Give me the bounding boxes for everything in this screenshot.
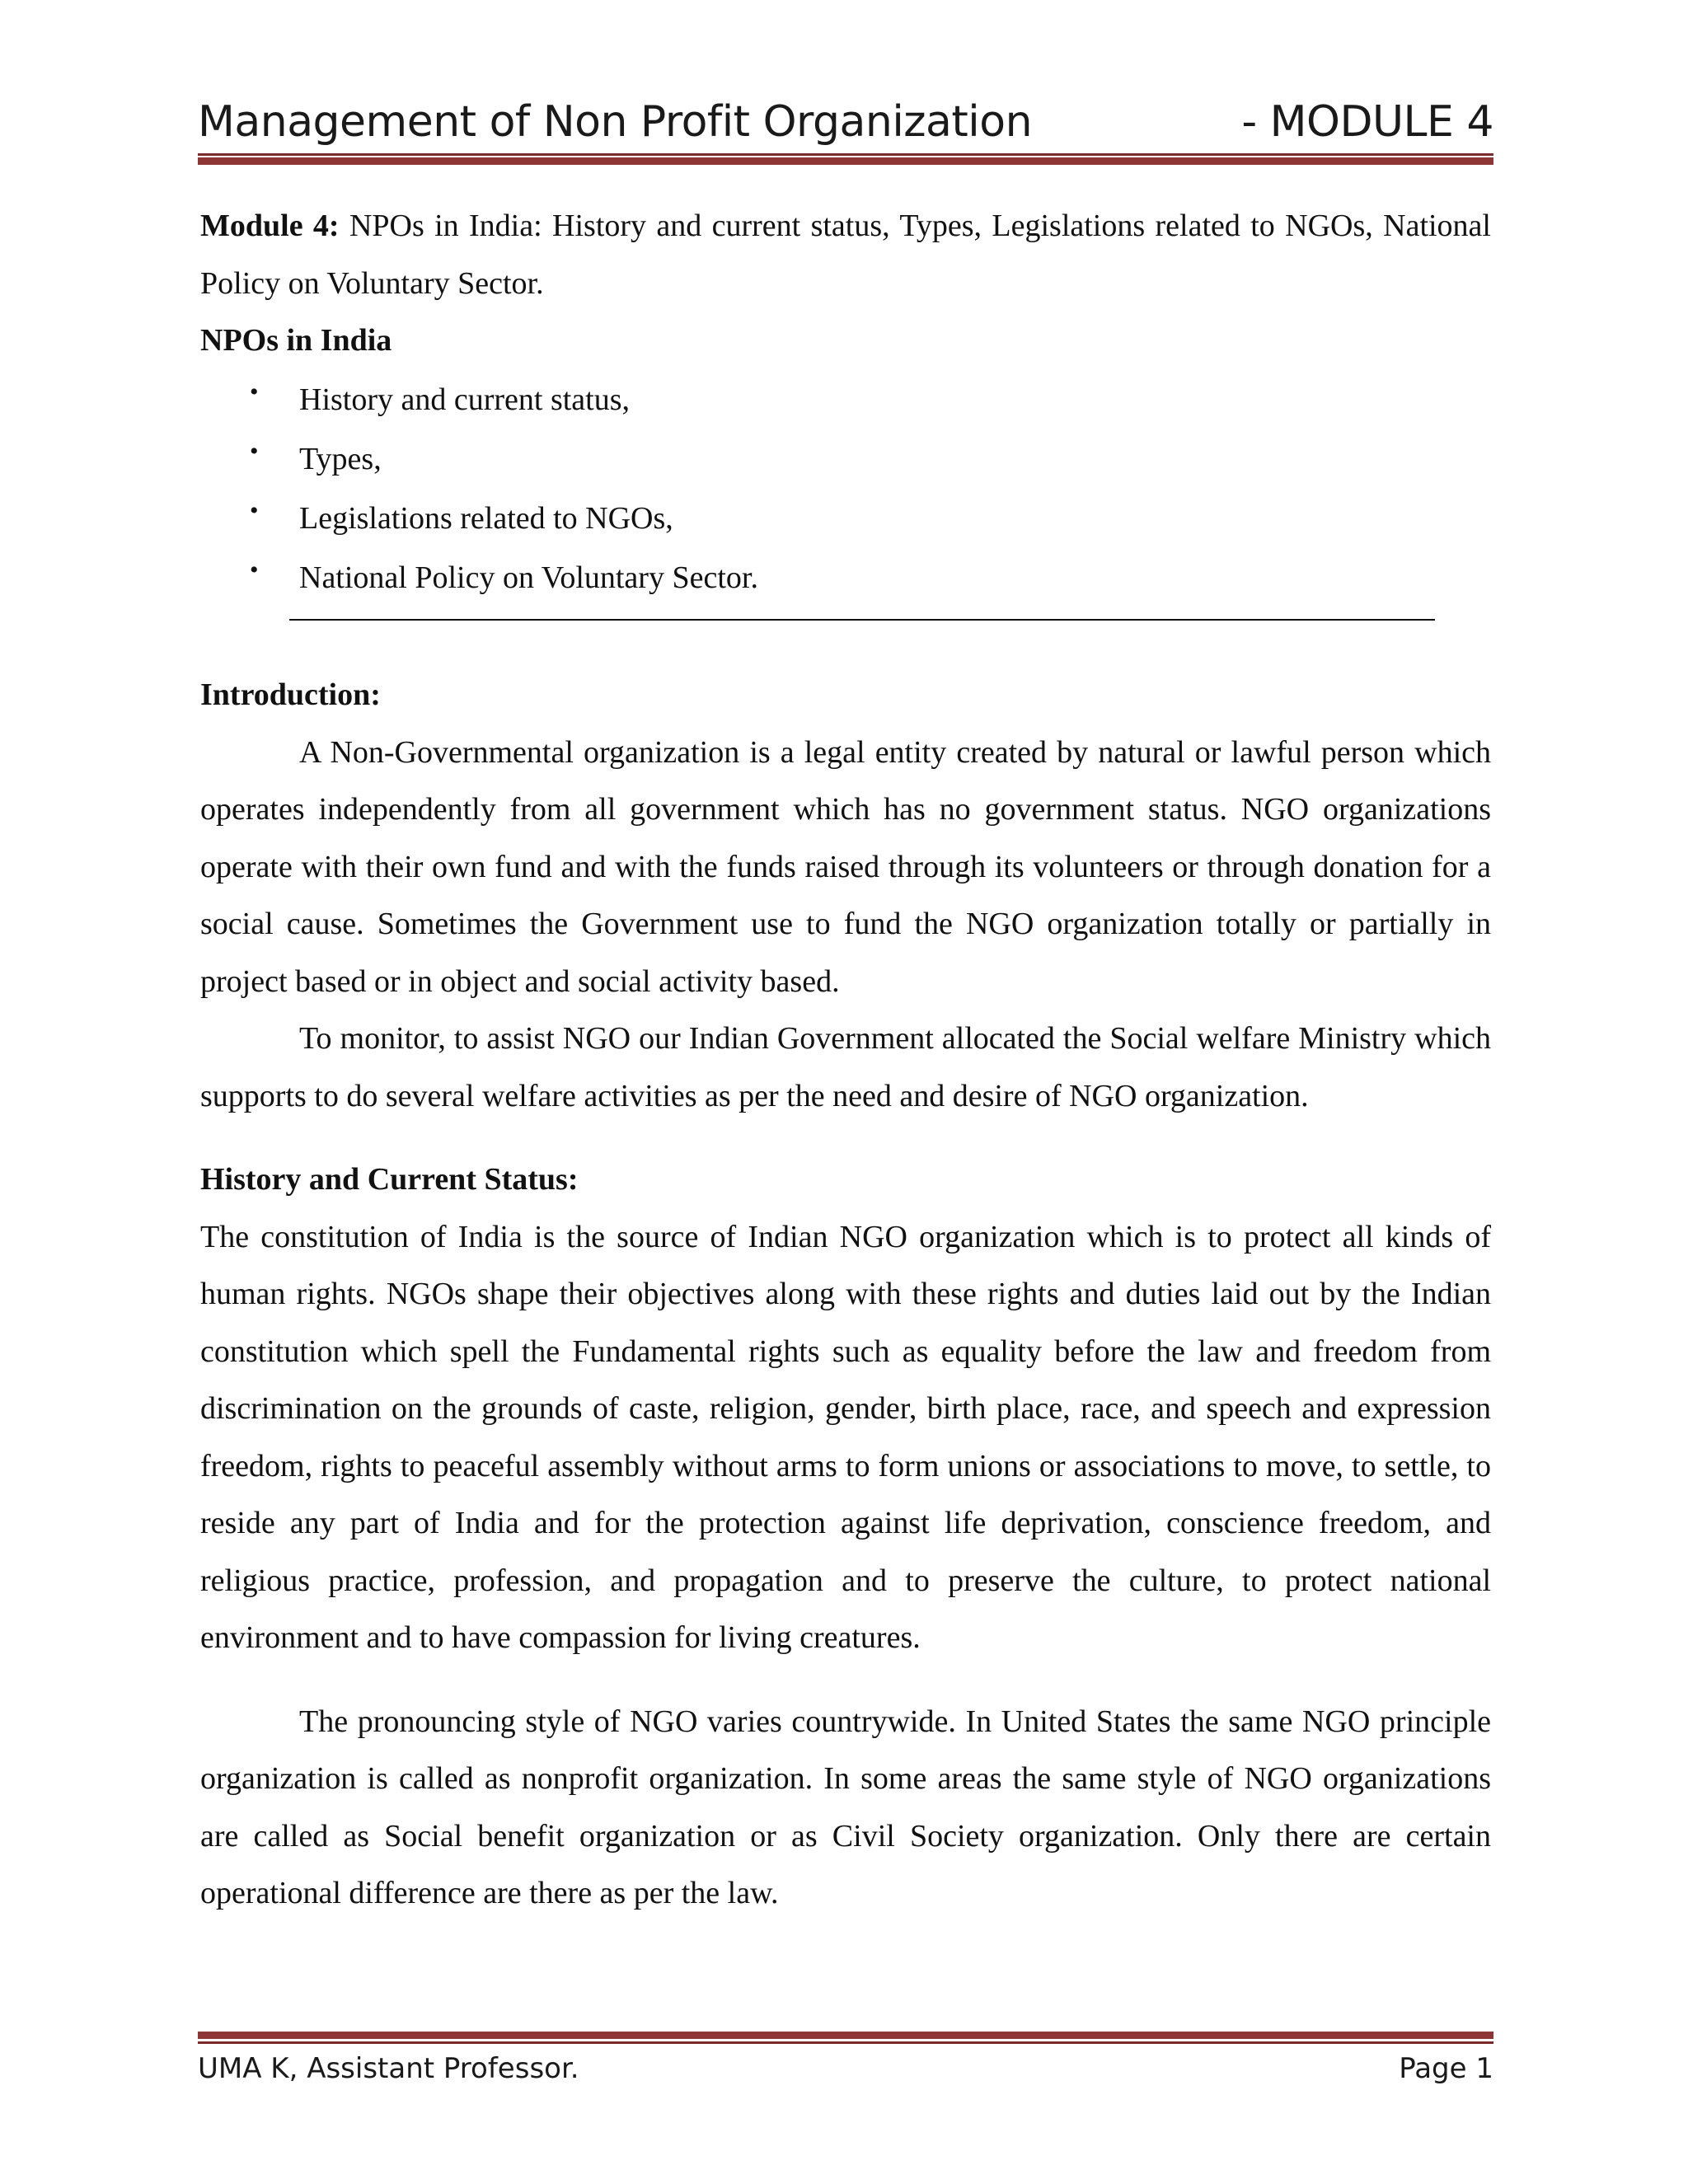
module-summary xyxy=(200,198,1491,312)
bullet-icon: • xyxy=(250,378,259,405)
header-title: Management of Non Profit Organization xyxy=(198,97,1033,147)
footer-rule-thick xyxy=(198,2032,1493,2039)
history-paragraph-1: The constitution of India is the source of Indian NGO organization which is to protect all kinds of human rights. NGOs shape their objectives along with these rights and duties laid out by the Indian constitution which spell the Fundamental rights such as equality before the law and freedom from discrimination on the grounds of caste, religion, gender, birth place, race, and speech and expression freedom, rights to peaceful assembly without arms to form unions or associations to move, to settle, to reside any part of India and for the protection against life deprivation, conscience freedom, and religious practice, profession, and propagation and to preserve the culture, to protect national environment and to have compassion for living creatures. xyxy=(200,1219,1491,1655)
bullet-icon: • xyxy=(250,438,259,465)
list-item: • Types, xyxy=(200,431,1491,490)
history-heading: History and Current Status: xyxy=(200,1162,579,1197)
footer-author: UMA K, Assistant Professor. xyxy=(198,2052,579,2085)
list-item: • Legislations related to NGOs, xyxy=(200,490,1491,550)
footer-rule-thin xyxy=(198,2041,1493,2044)
page-footer xyxy=(198,2052,1493,2093)
history-paragraph-2: The pronouncing style of NGO varies countrywide. In United States the same NGO principle organization is called as nonprofit organization. In some areas the same style of NGO organizations are called as Social benefit organization or as Civil Society organization. Only there are certain operational difference are there as per the law. xyxy=(200,1704,1491,1910)
module-text: NPOs in India: History and current status, Types, Legislations related to NGOs, National Policy on Voluntary Sector. xyxy=(200,209,1491,301)
header-rule-thin xyxy=(198,153,1493,156)
module-label: Module 4: xyxy=(200,209,340,243)
section-divider xyxy=(289,619,1435,621)
npos-heading: NPOs in India xyxy=(200,323,392,358)
introduction-paragraph-1: A Non-Governmental organization is a legal entity created by natural or lawful person which operates independently from all government which has no government status. NGO organizations operate with their own fund and with the funds raised through its volunteers or through donation for a social cause. Sometimes the Government use to fund the NGO organization totally or partially in project based or in object and social activity based. xyxy=(200,734,1491,999)
page-header xyxy=(198,97,1493,155)
npos-bullet-list xyxy=(200,372,1491,609)
header-module: - MODULE 4 xyxy=(1241,97,1493,147)
list-item: • National Policy on Voluntary Sector. xyxy=(200,550,1491,609)
list-item: • History and current status, xyxy=(200,372,1491,431)
document-body xyxy=(200,198,1491,1923)
bullet-icon: • xyxy=(250,556,259,583)
bullet-icon: • xyxy=(250,497,259,524)
introduction-paragraph-2: To monitor, to assist NGO our Indian Government allocated the Social welfare Ministry which supports to do several welfare activities as per the need and desire of NGO organization. xyxy=(200,1021,1491,1113)
introduction-heading: Introduction: xyxy=(200,677,381,712)
page-number: Page 1 xyxy=(1399,2052,1493,2085)
header-rule-thick xyxy=(198,157,1493,165)
